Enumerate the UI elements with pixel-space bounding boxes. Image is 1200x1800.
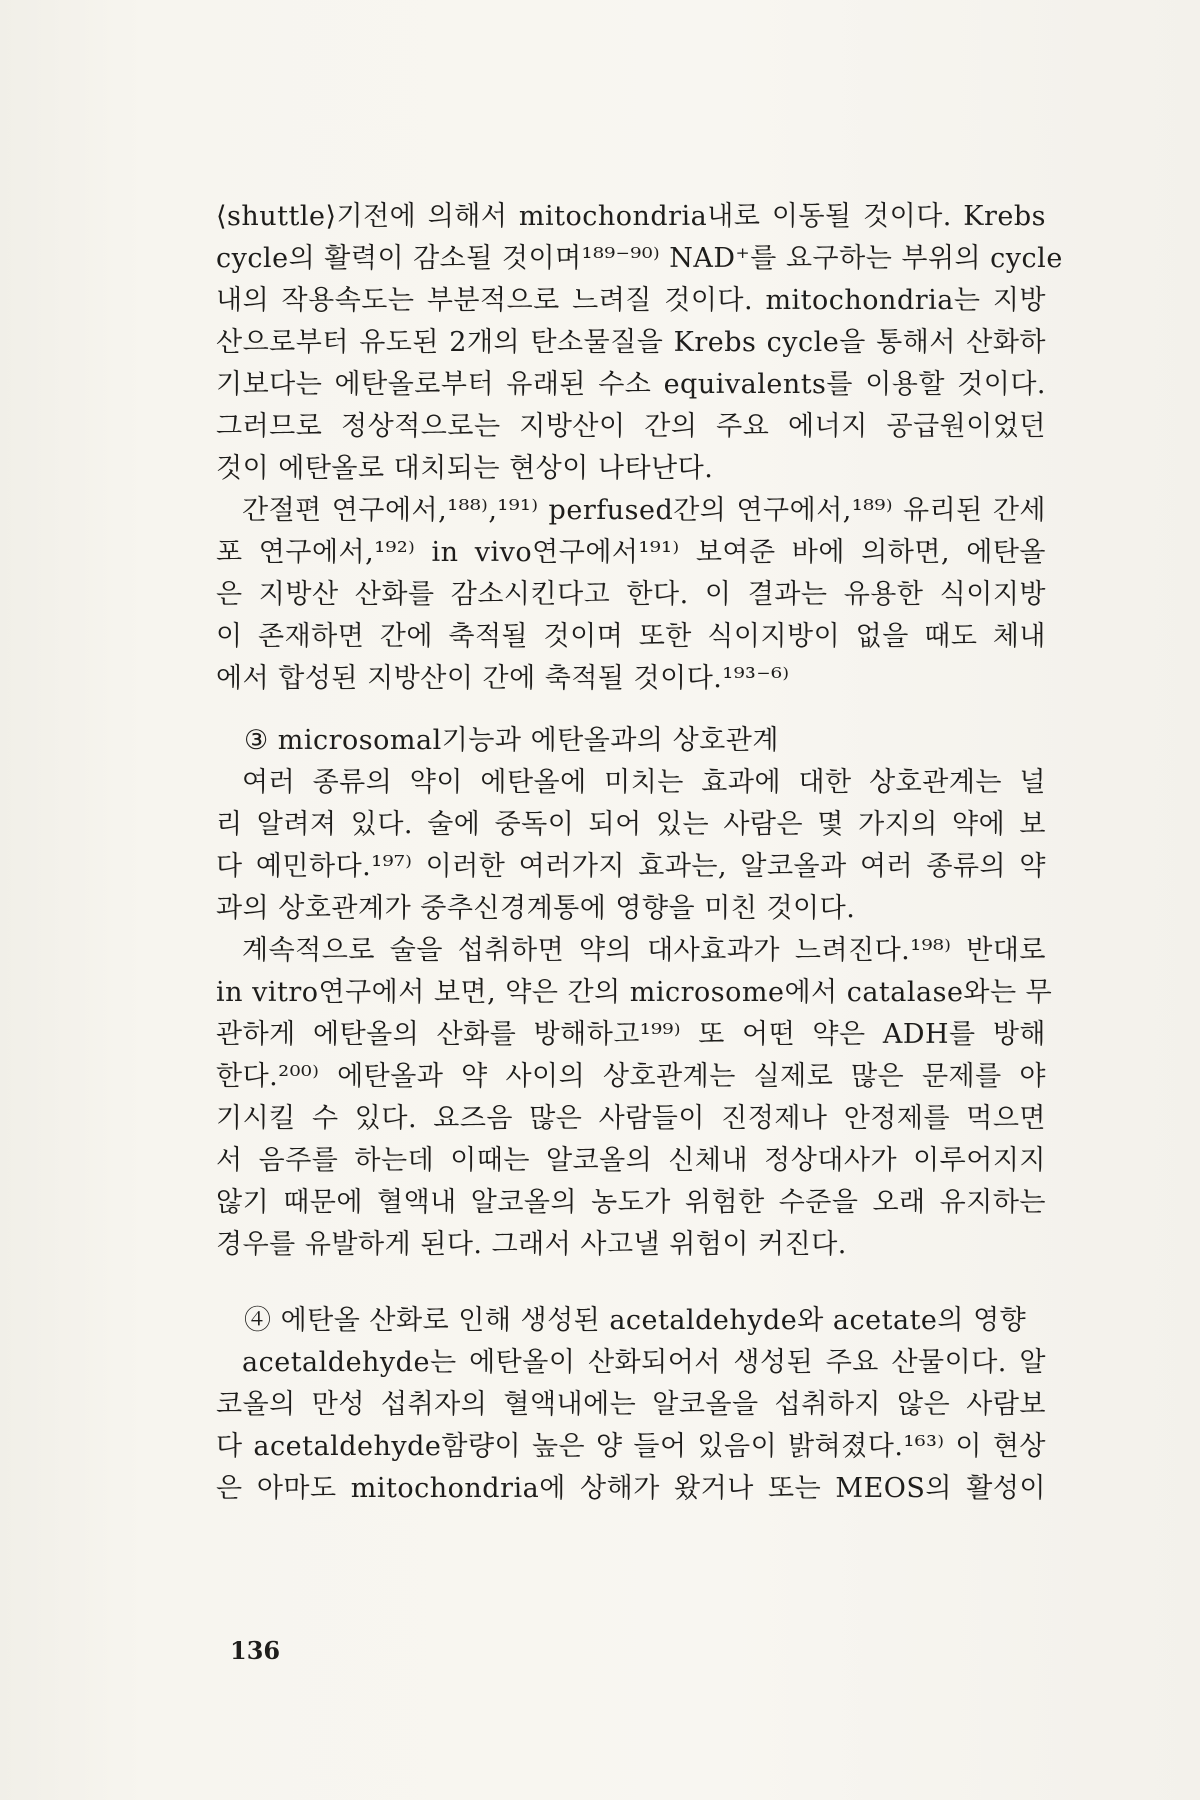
paragraph-4 <box>216 930 1053 1266</box>
text-line: 관하게 에탄올의 산화를 방해하고¹⁹⁹⁾ 또 어떤 약은 ADH를 방해 <box>216 1019 1046 1050</box>
text-line: 않기 때문에 혈액내 알코올의 농도가 위험한 수준을 오래 유지하는 <box>216 1187 1046 1218</box>
text-line: 그러므로 정상적으로는 지방산이 간의 주요 에너지 공급원이었던 <box>216 411 1046 442</box>
text-line: 여러 종류의 약이 에탄올에 미치는 효과에 대한 상호관계는 널 <box>242 767 1046 798</box>
text-line: 기시킬 수 있다. 요즈음 많은 사람들이 진정제나 안정제를 먹으면 <box>216 1103 1046 1134</box>
text-line: 계속적으로 술을 섭취하면 약의 대사효과가 느려진다.¹⁹⁸⁾ 반대로 <box>242 935 1046 966</box>
text-line: cycle의 활력이 감소될 것이며¹⁸⁹⁻⁹⁰⁾ NAD⁺를 요구하는 부위의 cycle <box>216 243 1063 274</box>
text-line: 한다.²⁰⁰⁾ 에탄올과 약 사이의 상호관계는 실제로 많은 문제를 야 <box>216 1061 1046 1092</box>
text-line: 내의 작용속도는 부분적으로 느려질 것이다. mitochondria는 지방 <box>216 285 1046 316</box>
text-line: 다 acetaldehyde함량이 높은 양 들어 있음이 밝혀졌다.¹⁶³⁾ 이 현상 <box>216 1431 1046 1462</box>
text-line: 에서 합성된 지방산이 간에 축적될 것이다.¹⁹³⁻⁶⁾ <box>216 663 790 694</box>
text-line: 코올의 만성 섭취자의 혈액내에는 알코올을 섭취하지 않은 사람보 <box>216 1389 1046 1420</box>
text-line: 산으로부터 유도된 2개의 탄소물질을 Krebs cycle을 통해서 산화하 <box>216 327 1046 358</box>
paragraph-2 <box>216 490 1046 700</box>
page-body <box>216 196 1063 1510</box>
text-line: 서 음주를 하는데 이때는 알코올의 신체내 정상대사가 이루어지지 <box>216 1145 1046 1176</box>
text-line: 기보다는 에탄올로부터 유래된 수소 equivalents를 이용할 것이다. <box>216 369 1046 400</box>
text-line: 은 아마도 mitochondria에 상해가 왔거나 또는 MEOS의 활성이 <box>216 1473 1046 1504</box>
page-number: 136 <box>230 1636 281 1665</box>
text-line: 리 알려져 있다. 술에 중독이 되어 있는 사람은 몇 가지의 약에 보 <box>216 809 1046 840</box>
paragraph-5 <box>216 1342 1046 1510</box>
text-line: 과의 상호관계가 중추신경계통에 영향을 미친 것이다. <box>216 893 856 924</box>
paragraph-1 <box>216 196 1063 490</box>
text-line: 경우를 유발하게 된다. 그래서 사고낼 위험이 커진다. <box>216 1229 847 1260</box>
text-line: 이 존재하면 간에 축적될 것이며 또한 식이지방이 없을 때도 체내 <box>216 621 1046 652</box>
section-heading-4: ④ 에탄올 산화로 인해 생성된 acetaldehyde와 acetate의 영향 <box>244 1305 1027 1336</box>
text-line: 간절편 연구에서,¹⁸⁸⁾,¹⁹¹⁾ perfused간의 연구에서,¹⁸⁹⁾ 유리된 간세 <box>242 495 1046 526</box>
text-line: in vitro연구에서 보면, 약은 간의 microsome에서 catalase와는 무 <box>216 977 1053 1008</box>
section-heading-3: ③ microsomal기능과 에탄올과의 상호관계 <box>244 725 779 756</box>
text-line: 다 예민하다.¹⁹⁷⁾ 이러한 여러가지 효과는, 알코올과 여러 종류의 약 <box>216 851 1046 882</box>
paragraph-3 <box>216 762 1046 930</box>
text-line: 은 지방산 산화를 감소시킨다고 한다. 이 결과는 유용한 식이지방 <box>216 579 1046 610</box>
text-line: 것이 에탄올로 대치되는 현상이 나타난다. <box>216 453 714 484</box>
text-line: 포 연구에서,¹⁹²⁾ in vivo연구에서¹⁹¹⁾ 보여준 바에 의하면, 에탄올 <box>216 537 1046 568</box>
text-line: acetaldehyde는 에탄올이 산화되어서 생성된 주요 산물이다. 알 <box>242 1347 1046 1378</box>
text-line: ⟨shuttle⟩기전에 의해서 mitochondria내로 이동될 것이다. Krebs <box>216 201 1046 232</box>
